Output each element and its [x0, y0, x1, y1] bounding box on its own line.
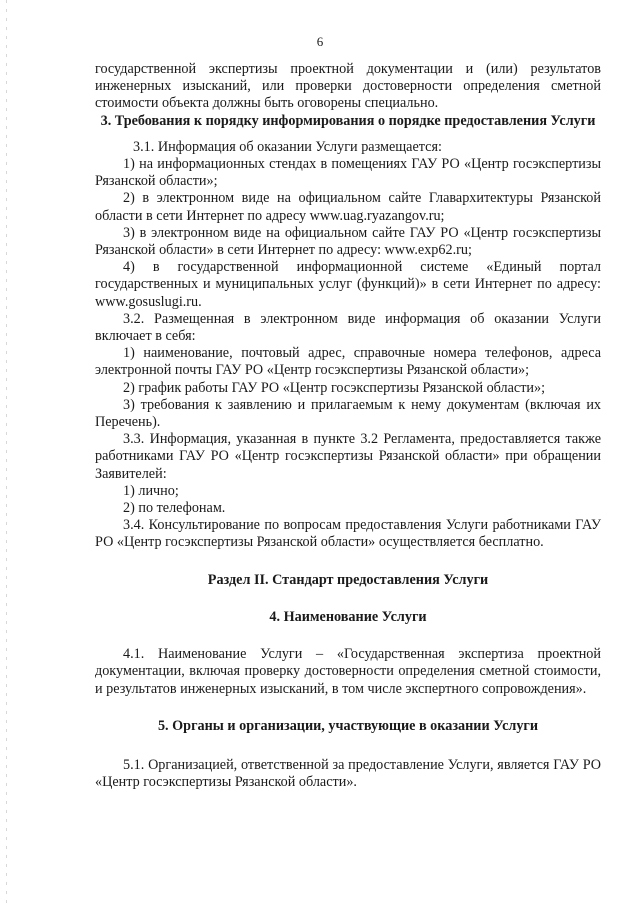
spacer	[95, 698, 601, 718]
paragraph: 1) лично;	[123, 482, 179, 499]
section-heading: Раздел II. Стандарт предоставления Услуги	[207, 571, 489, 588]
paragraph: 2) график работы ГАУ РО «Центр госэкспертизы Рязанской области»;	[123, 379, 546, 396]
paragraph: 3.2. Размещенная в электронном виде информация об оказании Услуги включает в себя:	[95, 310, 601, 345]
paragraph: 5.1. Организацией, ответственной за предоставление Услуги, является ГАУ РО «Центр госэкспертизы Рязанской области».	[95, 756, 601, 791]
spacer	[95, 626, 601, 646]
paragraph: 1) наименование, почтовый адрес, справочные номера телефонов, адреса электронной почты ГАУ РО «Центр госэкспертизы Рязанской области»;	[95, 345, 601, 379]
paragraph: 3) требования к заявлению и прилагаемым к нему документам (включая их Перечень).	[95, 396, 601, 431]
paragraph: 3.3. Информация, указанная в пункте 3.2 Регламента, предоставляется также работниками ГАУ РО «Центр госэкспертизы Рязанской области» при обращении Заявителей:	[95, 431, 601, 482]
document-body	[95, 61, 601, 791]
paragraph: 2) по телефонам.	[123, 500, 226, 517]
section-heading: 3. Требования к порядку информирования о порядке предоставления Услуги	[100, 112, 596, 129]
spacer	[95, 735, 601, 757]
paragraph: 3.1. Информация об оказании Услуги размещается:	[133, 138, 442, 155]
paragraph: государственной экспертизы проектной документации и (или) результатов инженерных изысканий, или проверки достоверности определения сметной стоимости объекта должны быть оговорены специально.	[95, 61, 601, 112]
paragraph: 3) в электронном виде на официальном сайте ГАУ РО «Центр госэкспертизы Рязанской области» в сети Интернет по адресу: www.exp62.ru;	[95, 224, 601, 259]
section-heading: 4. Наименование Услуги	[269, 608, 427, 625]
paragraph: 4.1. Наименование Услуги – «Государственная экспертиза проектной документации, включая проверку достоверности определения сметной стоимости, и результатов инженерных изысканий, в том числе экспертного сопровождения».	[95, 646, 601, 697]
spacer	[95, 552, 601, 572]
paragraph: 3.4. Консультирование по вопросам предоставления Услуги работниками ГАУ РО «Центр госэкспертизы Рязанской области» осуществляется бесплатно.	[95, 517, 601, 551]
paragraph: 4) в государственной информационной системе «Единый портал государственных и муниципальных услуг (функций)» в сети Интернет по адресу: www.gosuslugi.ru.	[95, 259, 601, 310]
scan-edge-artifact	[6, 0, 7, 905]
spacer	[95, 589, 601, 609]
spacer	[95, 130, 601, 139]
paragraph: 2) в электронном виде на официальном сайте Главархитектуры Рязанской области в сети Интернет по адресу www.uag.ryazangov.ru;	[95, 190, 601, 224]
paragraph: 1) на информационных стендах в помещениях ГАУ РО «Центр госэкспертизы Рязанской области»;	[95, 156, 601, 190]
page-number: 6	[316, 34, 324, 49]
section-heading: 5. Органы и организации, участвующие в оказании Услуги	[157, 717, 539, 734]
